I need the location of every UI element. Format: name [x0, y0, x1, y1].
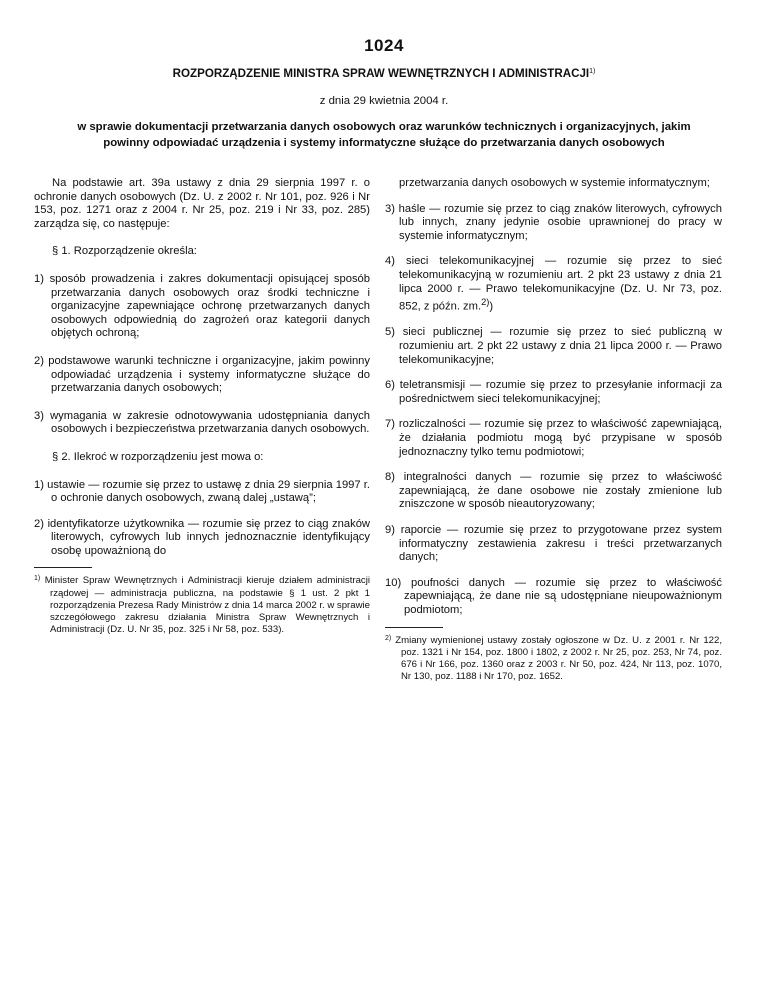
section-2-item: 3) haśle — rozumie się przez to ciąg znaków literowych, cyfrowych lub innych, znany jedynie osobie uprawnionej do pracy w systemie informatycznym; [385, 202, 722, 242]
section-2-item: 2) identyfikatorze użytkownika — rozumie się przez to ciąg znaków literowych, cyfrowych lub innych jednoznacznie identyfikujący osobę upoważnioną do [34, 517, 370, 557]
section-2-item: 10) poufności danych — rozumie się przez to właściwość zapewniającą, że dane nie są udostępniane nieupoważnionym podmiotom; [385, 576, 722, 616]
item-4-closing: ) [489, 300, 494, 313]
regulation-title [0, 67, 768, 80]
item-4-footnote-ref: 2) [481, 297, 490, 308]
title-footnote-ref: 1) [589, 68, 596, 75]
section-2-item: 8) integralności danych — rozumie się przez to właściwość zapewniającą, że dane osobowe nie zostały zmienione lub zniszczone w sposób nieautoryzowany; [385, 471, 722, 511]
section-1-item: 2) podstawowe warunki techniczne i organizacyjne, jakim powinny odpowiadać urządzenia i systemy informatyczne służące do przetwarzania danych osobowych; [34, 354, 370, 395]
section-2-item: 6) teletransmisji — rozumie się przez to przesyłanie informacji za pośrednictwem sieci telekomunikacyjnej; [385, 379, 722, 405]
section-2-heading: § 2. Ilekroć w rozporządzeniu jest mowa o: [52, 450, 264, 463]
section-1-heading: § 1. Rozporządzenie określa: [52, 245, 197, 258]
section-1-item: 1) sposób prowadzenia i zakres dokumentacji opisującej sposób przetwarzania danych osobowych oraz środki techniczne i organizacyjne zapewniające ochronę przetwarzanych danych osobowych odpowiednią do zagrożeń oraz kategorii danych objętych ochroną; [34, 272, 370, 340]
journal-page-number: 1024 [364, 36, 404, 55]
footnote-2 [385, 633, 722, 684]
footnote-1-mark: 1) [34, 575, 41, 583]
right-column [385, 177, 722, 683]
regulation-title-text: ROZPORZĄDZENIE MINISTRA SPRAW WEWNĘTRZNYCH I ADMINISTRACJI [172, 67, 590, 80]
section-2-item: 5) sieci publicznej — rozumie się przez to sieć publiczną w rozumieniu art. 2 pkt 22 ustawy z dnia 21 lipca 2000 r. — Prawo telekomunikacyjne; [385, 326, 722, 366]
regulation-subject: w sprawie dokumentacji przetwarzania danych osobowych oraz warunków technicznych i organizacyjnych, jakim powinny odpowiadać urządzenia i systemy informatyczne służące do przetwarzania danych osobowych [77, 121, 691, 149]
section-2-item-4 [385, 255, 722, 314]
regulation-date: z dnia 29 kwietnia 2004 r. [319, 95, 449, 107]
section-2-item-4-text: 4) sieci telekomunikacyjnej — rozumie się przez to sieć telekomunikacyjną w rozumieniu art. 2 pkt 23 ustawy z dnia 21 lipca 2000 r. — Prawo telekomunikacyjne (Dz. U. Nr 73, poz. 852, z późn. zm. [385, 255, 722, 313]
footnote-1 [34, 573, 370, 636]
section-2-item: 9) raporcie — rozumie się przez to przygotowane przez system informatyczny zestawienia zakresu i treści przetwarzanych danych; [385, 524, 722, 564]
section-1-item: 3) wymagania w zakresie odnotowywania udostępniania danych osobowych i bezpieczeństwa przetwarzania danych osobowych. [34, 409, 370, 436]
left-column [34, 177, 370, 636]
preamble: Na podstawie art. 39a ustawy z dnia 29 sierpnia 1997 r. o ochronie danych osobowych (Dz. U. z 2002 r. Nr 101, poz. 926 i Nr 153, poz. 1271 oraz z 2004 r. Nr 25, poz. 219 i Nr 33, poz. 285) zarządza się, co następuje: [34, 177, 370, 230]
footnote-2-mark: 2) [385, 634, 392, 642]
section-2-item: 7) rozliczalności — rozumie się przez to właściwość zapewniającą, że działania podmiotu mogą być przypisane w sposób jednoznaczny tylko temu podmiotowi; [385, 418, 722, 458]
continuation-text: przetwarzania danych osobowych w systemie informatycznym; [399, 177, 710, 189]
section-2-item: 1) ustawie — rozumie się przez to ustawę z dnia 29 sierpnia 1997 r. o ochronie danych osobowych, zwaną dalej „ustawą”; [34, 478, 370, 505]
footnote-2-text: Zmiany wymienionej ustawy zostały ogłoszone w Dz. U. z 2001 r. Nr 122, poz. 1321 i Nr 154, poz. 1800 i 1802, z 2002 r. Nr 25, poz. 253, Nr 74, poz. 676 i Nr 166, poz. 1360 oraz z 2003 r. Nr 50, poz. 424, Nr 113, poz. 1070, Nr 130, poz. 1188 i Nr 170, poz. 1652. [395, 634, 722, 683]
footnote-1-text: Minister Spraw Wewnętrznych i Administracji kieruje działem administracji rządowej — administracja publiczna, na podstawie § 1 ust. 2 pkt 1 rozporządzenia Prezesa Rady Ministrów z dnia 14 marca 2002 r. w sprawie szczegółowego zakresu działania Ministra Spraw Wewnętrznych i Administracji (Dz. U. Nr 35, poz. 325 i Nr 58, poz. 533). [44, 575, 370, 636]
